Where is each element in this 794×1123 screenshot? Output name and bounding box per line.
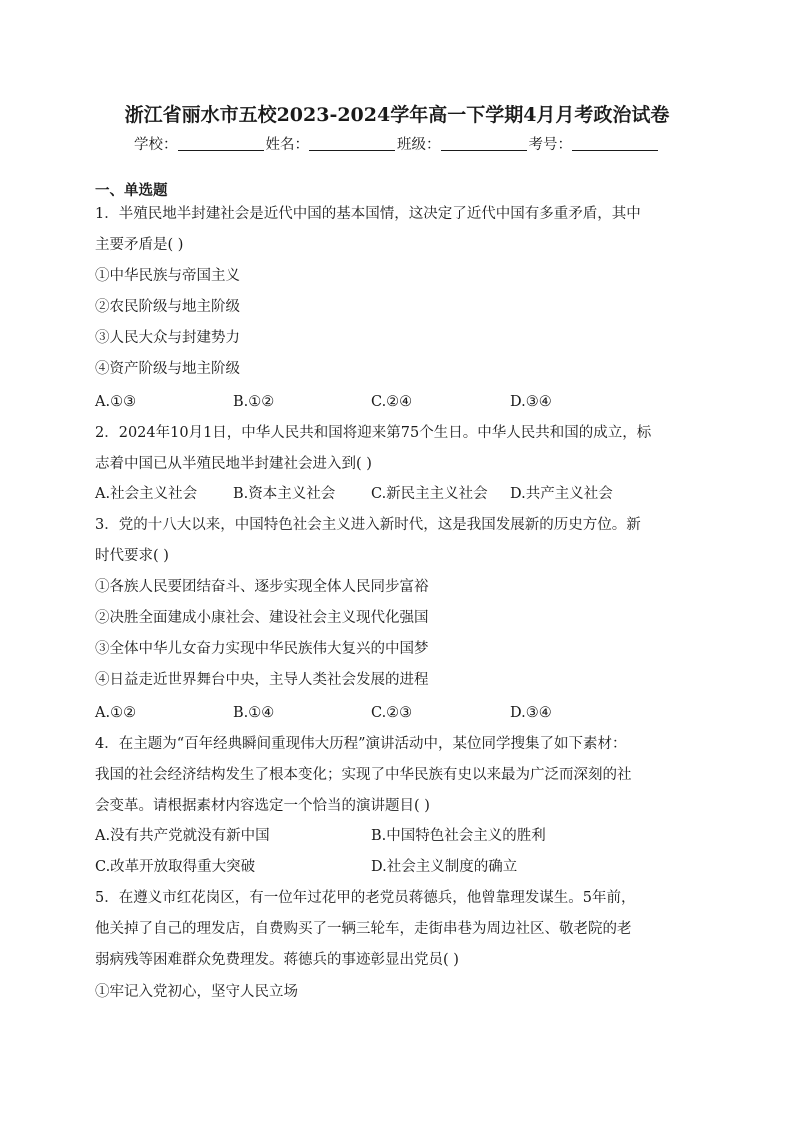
question-4-stem-line-2: 我国的社会经济结构发生了根本变化；实现了中华民族有史以来最为广泛而深刻的社 bbox=[95, 767, 632, 783]
question-5-stem-line-2: 他关掉了自己的理发店，自费购买了一辆三轮车，走街串巷为周边社区、敬老院的老 bbox=[95, 921, 632, 937]
question-4-stem-line-1: 4．在主题为“百年经典瞬间重现伟大历程”演讲活动中，某位同学搜集了如下素材： bbox=[95, 736, 627, 752]
question-2-option-d[interactable]: D.共产主义社会 bbox=[510, 486, 613, 502]
section-heading: 一、单选题 bbox=[95, 182, 168, 199]
question-2-option-a[interactable]: A.社会主义社会 bbox=[95, 486, 198, 502]
question-1-stem-line-1: 1．半殖民地半封建社会是近代中国的基本国情，这决定了近代中国有多重矛盾，其中 bbox=[95, 206, 641, 222]
question-4-option-a[interactable]: A.没有共产党就没有新中国 bbox=[95, 828, 270, 844]
question-1-item-3: ③人民大众与封建势力 bbox=[95, 330, 240, 346]
question-3-stem-line-1: 3．党的十八大以来，中国特色社会主义进入新时代，这是我国发展新的历史方位。新 bbox=[95, 517, 641, 533]
question-5-stem-line-1: 5．在遵义市红花岗区，有一位年过花甲的老党员蒋德兵，他曾靠理发谋生。5年前， bbox=[95, 890, 636, 906]
question-1-option-a[interactable]: A.①③ bbox=[95, 394, 137, 410]
question-4-option-b[interactable]: B.中国特色社会主义的胜利 bbox=[371, 828, 546, 844]
name-label: 姓名： bbox=[265, 137, 309, 153]
school-label: 学校： bbox=[134, 137, 178, 153]
exam-title: 浙江省丽水市五校2023-2024学年高一下学期4月月考政治试卷 bbox=[124, 104, 670, 126]
question-2-option-c[interactable]: C.新民主主义社会 bbox=[371, 486, 488, 502]
question-1-item-2: ②农民阶级与地主阶级 bbox=[95, 299, 240, 315]
question-4-option-d[interactable]: D.社会主义制度的确立 bbox=[371, 859, 518, 875]
class-blank[interactable] bbox=[441, 136, 527, 151]
number-blank[interactable] bbox=[572, 136, 658, 151]
question-4-option-c[interactable]: C.改革开放取得重大突破 bbox=[95, 859, 256, 875]
question-3-stem-line-2: 时代要求( ) bbox=[95, 548, 169, 564]
question-1-item-1: ①中华民族与帝国主义 bbox=[95, 268, 240, 284]
question-3-option-c[interactable]: C.②③ bbox=[371, 705, 413, 721]
question-1-item-4: ④资产阶级与地主阶级 bbox=[95, 361, 240, 377]
name-blank[interactable] bbox=[309, 136, 395, 151]
question-2-stem-line-1: 2．2024年10月1日，中华人民共和国将迎来第75个生日。中华人民共和国的成立，标 bbox=[95, 425, 652, 441]
question-5-stem-line-3: 弱病残等困难群众免费理发。蒋德兵的事迹彰显出党员( ) bbox=[95, 952, 459, 968]
question-2-stem-line-2: 志着中国已从半殖民地半封建社会进入到( ) bbox=[95, 456, 372, 472]
question-3-item-2: ②决胜全面建成小康社会、建设社会主义现代化强国 bbox=[95, 610, 429, 626]
question-3-option-a[interactable]: A.①② bbox=[95, 705, 137, 721]
question-1-option-b[interactable]: B.①② bbox=[233, 394, 275, 410]
student-info-row bbox=[0, 134, 794, 156]
question-3-item-3: ③全体中华儿女奋力实现中华民族伟大复兴的中国梦 bbox=[95, 641, 429, 657]
class-label: 班级： bbox=[397, 137, 441, 153]
question-3-option-d[interactable]: D.③④ bbox=[510, 705, 552, 721]
school-blank[interactable] bbox=[178, 136, 264, 151]
question-3-item-4: ④日益走近世界舞台中央，主导人类社会发展的进程 bbox=[95, 672, 429, 688]
question-1-option-d[interactable]: D.③④ bbox=[510, 394, 552, 410]
question-3-item-1: ①各族人民要团结奋斗、逐步实现全体人民同步富裕 bbox=[95, 579, 429, 595]
number-label: 考号： bbox=[528, 137, 572, 153]
question-4-stem-line-3: 会变革。请根据素材内容选定一个恰当的演讲题目( ) bbox=[95, 798, 430, 814]
question-1-stem-line-2: 主要矛盾是( ) bbox=[95, 237, 184, 253]
question-2-option-b[interactable]: B.资本主义社会 bbox=[233, 486, 336, 502]
question-1-option-c[interactable]: C.②④ bbox=[371, 394, 413, 410]
question-3-option-b[interactable]: B.①④ bbox=[233, 705, 275, 721]
question-5-item-1: ①牢记入党初心，坚守人民立场 bbox=[95, 984, 298, 1000]
